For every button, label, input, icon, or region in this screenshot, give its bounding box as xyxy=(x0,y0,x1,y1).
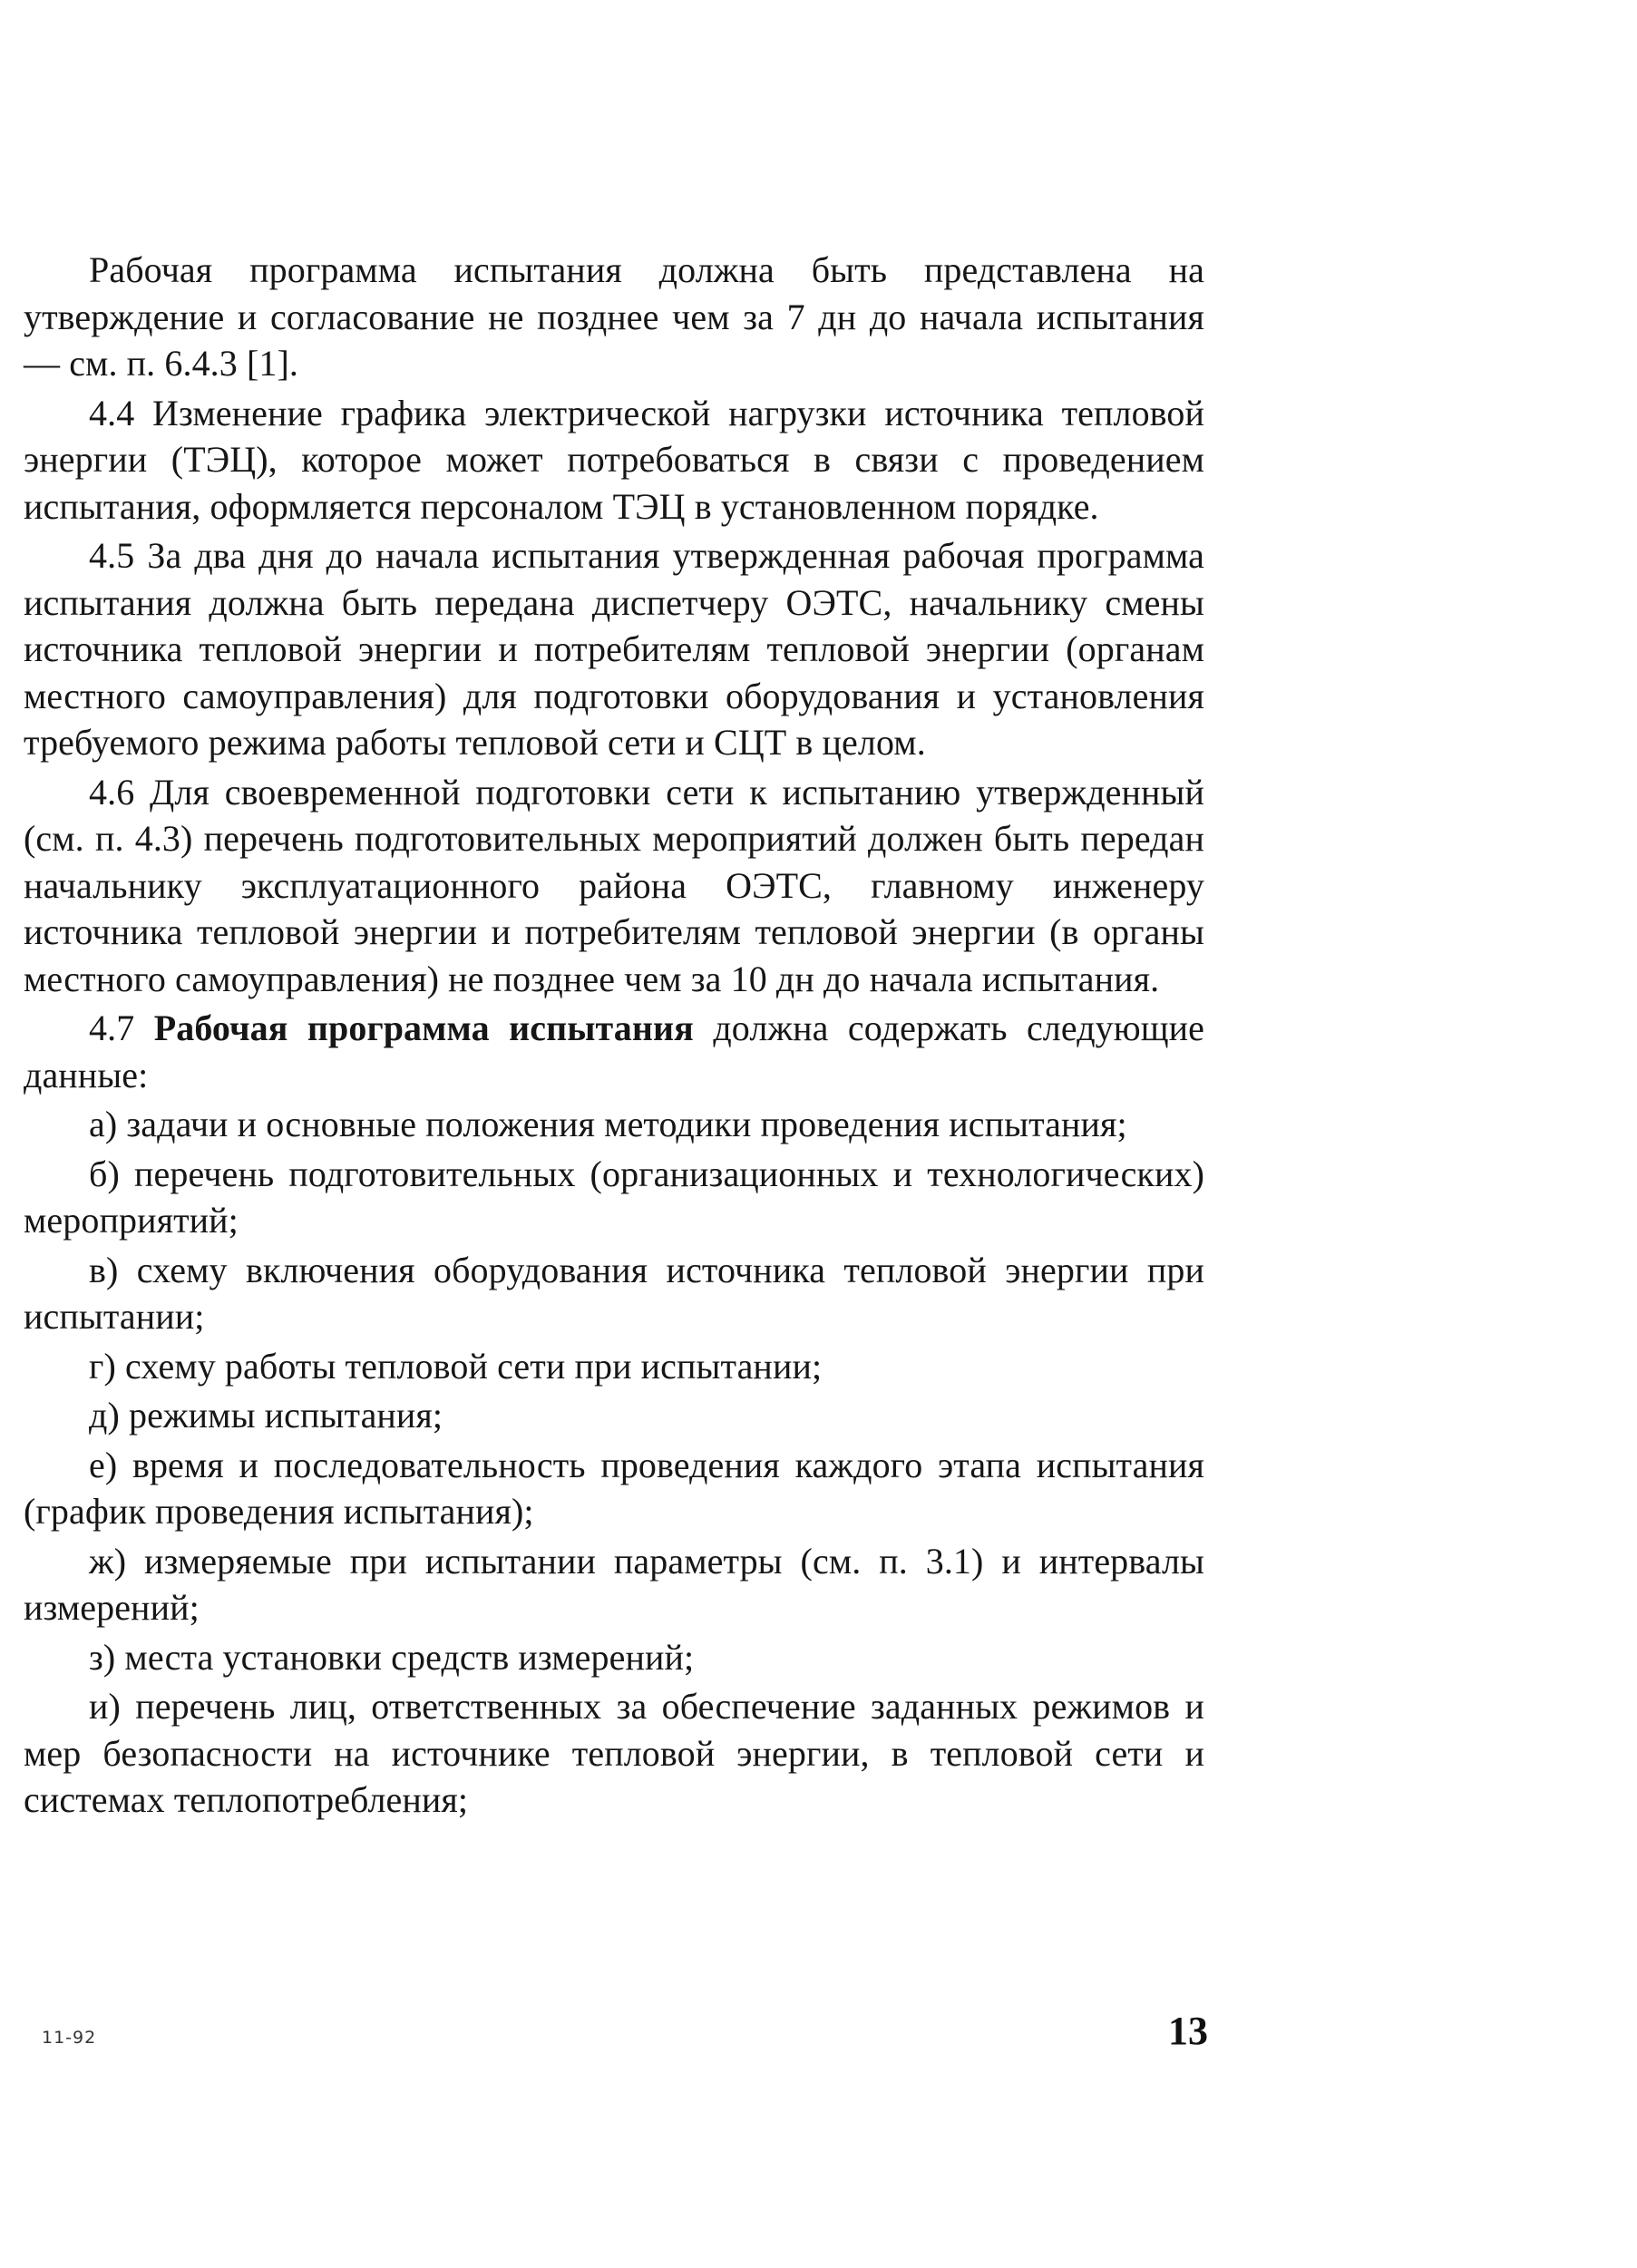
paragraph-4-5: 4.5 За два дня до начала испытания утвержденная рабочая программа испытания должна быть передана диспетчеру ОЭТС, начальнику смены источника тепловой энергии и потребителям тепловой энергии (органам местного самоуправления) для подготовки оборудования и установления требуемого режима работы тепловой сети и СЦТ в целом. xyxy=(24,535,1204,763)
list-item-i: и) перечень лиц, ответственных за обеспечение заданных режимов и мер безопасности на источнике тепловой энергии, в тепловой сети и системах теплопотребления; xyxy=(24,1686,1204,1820)
page-number: 13 xyxy=(1168,2009,1208,2053)
list-item-g: г) схему работы тепловой сети при испытании; xyxy=(89,1345,823,1387)
list-item-d: д) режимы испытания; xyxy=(89,1395,443,1436)
paragraph-4-7 xyxy=(24,1005,1204,1098)
list-item-a: а) задачи и основные положения методики проведения испытания; xyxy=(89,1104,1127,1144)
print-code: 11-92 xyxy=(42,2028,97,2048)
list-item-zh: ж) измеряемые при испытании параметры (см. п. 3.1) и интервалы измерений; xyxy=(24,1540,1204,1628)
list-item-v: в) схему включения оборудования источника тепловой энергии при испытании; xyxy=(24,1249,1204,1337)
section-number: 4.7 xyxy=(89,1007,135,1048)
list-item-z: з) места установки средств измерений; xyxy=(89,1636,695,1678)
list-item-b: б) перечень подготовительных (организационных и технологических) мероприятий; xyxy=(24,1153,1204,1241)
bold-heading-phrase: Рабочая программа испытания xyxy=(153,1007,694,1048)
paragraph-4-6: 4.6 Для своевременной подготовки сети к испытанию утвержденный (см. п. 4.3) перечень подготовительных мероприятий должен быть передан начальнику эксплуатационного района ОЭТС, главному инженеру источника тепловой энергии и потребителям тепловой энергии (в органы местного самоуправления) не позднее чем за 10 дн до начала испытания. xyxy=(24,771,1204,999)
page-footer xyxy=(24,2008,1208,2062)
document-body xyxy=(24,247,1204,1824)
paragraph-4-4: 4.4 Изменение графика электрической нагрузки источника тепловой энергии (ТЭЦ), которое может потребоваться в связи с проведением испытания, оформляется персоналом ТЭЦ в установленном порядке. xyxy=(24,392,1204,527)
list-item-e: е) время и последовательность проведения каждого этапа испытания (график проведения испытания); xyxy=(24,1444,1204,1532)
paragraph-program-approval: Рабочая программа испытания должна быть представлена на утверждение и согласование не позднее чем за 7 дн до начала испытания — см. п. 6.4.3 [1]. xyxy=(24,249,1204,384)
section-text: должна содержать следующие данные: xyxy=(24,1007,1204,1095)
